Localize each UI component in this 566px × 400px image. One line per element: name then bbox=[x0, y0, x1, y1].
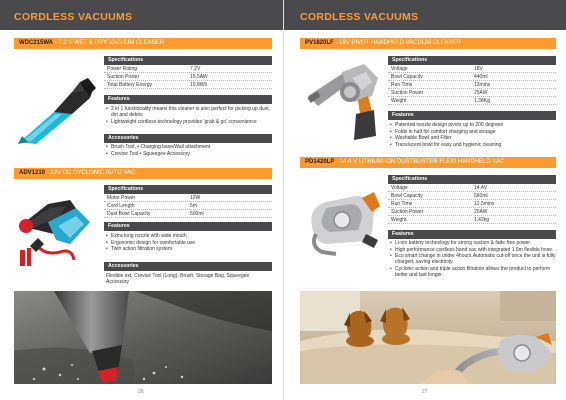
page-header bbox=[0, 0, 283, 30]
spec-row bbox=[388, 90, 556, 97]
spec-row bbox=[388, 82, 556, 89]
feature-item: • Ergonomic design for comfortable use bbox=[104, 240, 272, 246]
feature-item: • Li-ion battery technology for strong suction & fade free power bbox=[388, 240, 556, 246]
feature-item: • 2 in 1 functionality means this cleaner is also perfect for picking up dust, dirt and debris bbox=[104, 106, 272, 118]
page-title: CORDLESS VACUUMS bbox=[14, 11, 133, 23]
page-title: CORDLESS VACUUMS bbox=[300, 11, 419, 23]
product-title-bar bbox=[300, 38, 556, 49]
spec-key: Bowl Capacity bbox=[391, 74, 423, 80]
spec-row bbox=[104, 82, 272, 89]
pivot-vacuum-image bbox=[302, 56, 384, 146]
spec-key: Run Time bbox=[391, 82, 413, 88]
feature-item: • Twin action filtration system bbox=[104, 246, 272, 252]
specs-header: Specifications bbox=[104, 185, 272, 194]
feature-item: • Lightweight cordless technology provides 'grab & go' convenience bbox=[104, 119, 272, 125]
spec-key: Suction Power bbox=[391, 209, 424, 215]
accessories-list bbox=[104, 144, 272, 157]
spec-row bbox=[104, 74, 272, 81]
spec-value: 1.42kg bbox=[474, 217, 490, 223]
spec-key: Voltage bbox=[391, 66, 408, 72]
product-description: - 12V DC CYCLONIC AUTO VAC bbox=[45, 170, 136, 176]
product-title-bar bbox=[14, 38, 272, 49]
spec-value: 12W bbox=[190, 195, 201, 201]
page-number: 27 bbox=[422, 389, 428, 395]
product-title-bar bbox=[300, 157, 556, 168]
product-title-bar bbox=[14, 168, 272, 179]
spec-row bbox=[104, 211, 272, 218]
spec-value: 14.4V bbox=[474, 185, 488, 191]
page-number: 26 bbox=[138, 389, 144, 395]
specs-header: Specifications bbox=[104, 56, 272, 65]
accessories-header: Accessories bbox=[104, 262, 272, 271]
spec-row bbox=[104, 195, 272, 202]
features-header: Features bbox=[388, 230, 556, 239]
spec-key: Motor Power bbox=[107, 195, 136, 201]
spec-row bbox=[388, 209, 556, 216]
spec-value: 5m bbox=[190, 203, 197, 209]
spec-key: Bowl Capacity bbox=[391, 193, 423, 199]
wet-dry-vacuum-image bbox=[14, 56, 100, 146]
spec-key: Total Battery Energy bbox=[107, 82, 153, 88]
spec-key: Cord Length bbox=[107, 203, 135, 209]
page-header bbox=[284, 0, 566, 30]
features-list bbox=[104, 106, 272, 125]
product-code: WDC215WA bbox=[19, 40, 54, 46]
feature-item: • Folds in half for comfort charging and storage bbox=[388, 129, 556, 135]
feature-item: • High performance cordless hand vac with integrated 1.5m flexible hose. bbox=[388, 247, 556, 253]
spec-row bbox=[388, 193, 556, 200]
dogs-sofa-photo bbox=[300, 291, 556, 384]
product-code: ADV1210 bbox=[19, 170, 46, 176]
feature-item: • Washable Bowl and Filter bbox=[388, 135, 556, 141]
spec-row bbox=[388, 98, 556, 105]
spec-key: Dust Bowl Capacity bbox=[107, 211, 151, 217]
features-header: Features bbox=[388, 111, 556, 120]
auto-vacuum-image bbox=[14, 186, 100, 270]
spec-row bbox=[104, 66, 272, 73]
spec-value: 15.5AW bbox=[190, 74, 208, 80]
product-code: PD1420LP bbox=[305, 159, 335, 165]
spec-key: Suction Power bbox=[391, 90, 424, 96]
accessories-text: Flexible ext. Crevice Tool (Long), Brush, Storage Bag, Squeegee Accessory bbox=[106, 273, 250, 286]
spec-value: 12mins bbox=[474, 82, 491, 88]
spec-value: 500ml bbox=[190, 211, 204, 217]
features-header: Features bbox=[104, 222, 272, 231]
specs-header: Specifications bbox=[388, 175, 556, 184]
spec-row bbox=[388, 201, 556, 208]
spec-value: 25AW bbox=[474, 90, 488, 96]
accessory-item: • Brush Tool, • Charging base/Wall attachment bbox=[104, 144, 272, 150]
feature-item: • Extra long nozzle with wide mouth bbox=[104, 233, 272, 239]
spec-row bbox=[388, 217, 556, 224]
flexi-vacuum-image bbox=[302, 178, 384, 258]
spec-row bbox=[388, 74, 556, 81]
spec-value: 560ml bbox=[474, 193, 488, 199]
spec-row bbox=[388, 185, 556, 192]
product-description: - 7.2 V WET & DRY VACUUM CLEANER bbox=[53, 40, 165, 46]
feature-item: • Cyclonic action and triple action filtration allows the product to perform better and last longer. bbox=[388, 266, 556, 278]
features-list bbox=[104, 233, 272, 253]
spec-value: 440ml bbox=[474, 74, 488, 80]
spec-value: 10.8Wh bbox=[190, 82, 208, 88]
features-list bbox=[388, 122, 556, 148]
spec-value: 12.5mins bbox=[474, 201, 495, 207]
specs-header: Specifications bbox=[388, 56, 556, 65]
feature-item: • Eco smart change in under 4hours.Automatic cut-off once the unit is fully charged, saving electricity. bbox=[388, 253, 556, 265]
spec-row bbox=[104, 203, 272, 210]
features-header: Features bbox=[104, 95, 272, 104]
right-page bbox=[283, 0, 566, 400]
accessories-header: Accessories bbox=[104, 134, 272, 143]
spec-value: 1.38Kg bbox=[474, 98, 490, 104]
feature-item: • Patented nozzle design pivots up to 200 degrees bbox=[388, 122, 556, 128]
product-description: - 18V PIVOT HANDHELD VACUUM CLEANER bbox=[333, 40, 462, 46]
spec-value: 20AW bbox=[474, 209, 488, 215]
spec-key: Weight bbox=[391, 98, 407, 104]
spec-key: Suction Power bbox=[107, 74, 140, 80]
spec-value: 7.2V bbox=[190, 66, 201, 72]
spec-key: Voltage bbox=[391, 185, 408, 191]
feature-item: • Translucent bowl for easy and hygienic cleaning bbox=[388, 142, 556, 148]
features-list bbox=[388, 240, 556, 279]
spec-key: Weight bbox=[391, 217, 407, 223]
spec-row bbox=[388, 66, 556, 73]
car-carpet-photo bbox=[14, 291, 272, 384]
product-code: PV1820LF bbox=[305, 40, 334, 46]
accessory-item: • Crevice Tool • Squeegee Accessory bbox=[104, 151, 272, 157]
spec-value: 18V bbox=[474, 66, 483, 72]
spec-key: Run Time bbox=[391, 201, 413, 207]
spec-key: Power Rating bbox=[107, 66, 138, 72]
product-description: - 14.4 V LITHIUM-ION DUSTBUSTER FLEXI HANDHELD VAC bbox=[334, 159, 505, 165]
